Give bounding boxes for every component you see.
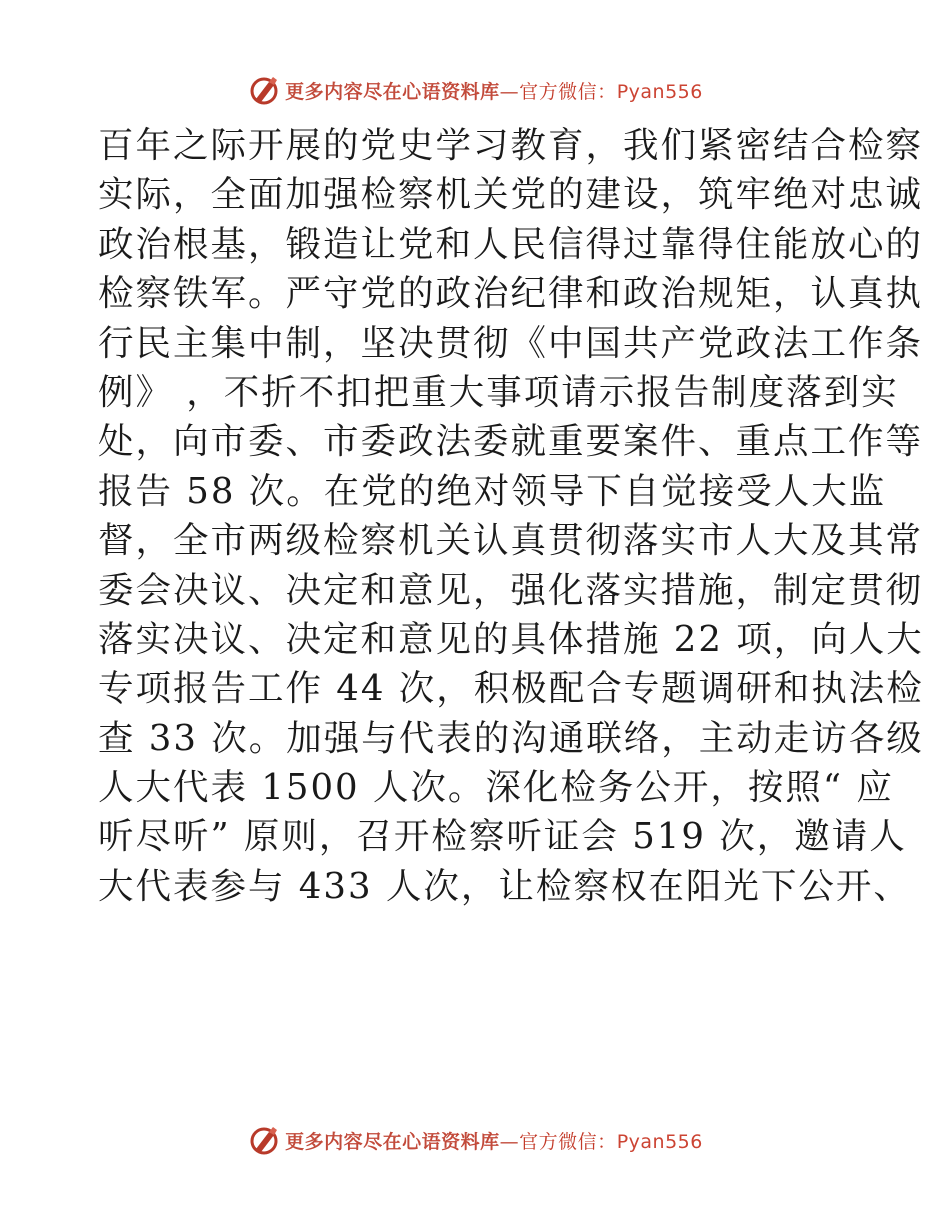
body-line: 听尽听” 原则，召开检察听证会 519 次，邀请人 (98, 816, 907, 858)
body-line: 人大代表 1500 人次。深化检务公开，按照“ 应 (98, 767, 894, 809)
body-line: 检察铁军。严守党的政治纪律和政治规矩，认真执 (98, 273, 924, 315)
pen-nib-logo-icon (247, 73, 281, 107)
footer-brand: 更多内容尽在心语资料库 (285, 1130, 500, 1153)
document-body (98, 121, 924, 911)
footer-banner-text (285, 1127, 703, 1154)
footer-label: 官方微信： (519, 1130, 617, 1153)
body-line: 处，向市委、市委政法委就重要案件、重点工作等 (98, 421, 924, 463)
header-banner (0, 70, 950, 110)
pen-nib-logo-icon (247, 1123, 281, 1157)
header-separator: — (499, 80, 520, 103)
body-line: 行民主集中制，坚决贯彻《中国共产党政法工作条 (98, 322, 924, 364)
body-line: 百年之际开展的党史学习教育，我们紧密结合检察 (98, 125, 924, 166)
body-line: 委会决议、决定和意见，强化落实措施，制定贯彻 (98, 569, 924, 611)
body-line: 报告 58 次。在党的绝对领导下自觉接受人大监 (98, 470, 887, 512)
body-line: 政治根基，锻造让党和人民信得过靠得住能放心的 (98, 223, 924, 265)
header-account: Pyan556 (616, 80, 703, 103)
header-banner-text (285, 77, 703, 104)
body-line: 督，全市两级检察机关认真贯彻落实市人大及其常 (98, 520, 924, 562)
header-label: 官方微信： (519, 80, 617, 103)
footer-separator: — (499, 1130, 520, 1153)
body-line: 落实决议、决定和意见的具体措施 22 项，向人大 (98, 618, 924, 660)
body-line: 例》 ，不折不扣把重大事项请示报告制度落到实 (98, 371, 899, 413)
footer-account: Pyan556 (616, 1130, 703, 1153)
footer-banner (0, 1120, 950, 1160)
body-line: 查 33 次。加强与代表的沟通联络，主动走访各级 (98, 717, 924, 759)
header-brand: 更多内容尽在心语资料库 (285, 80, 500, 103)
body-line: 专项报告工作 44 次，积极配合专题调研和执法检 (98, 668, 924, 710)
body-line: 实际，全面加强检察机关党的建设，筑牢绝对忠诚 (98, 174, 924, 216)
body-line: 大代表参与 433 人次，让检察权在阳光下公开、 (98, 865, 911, 907)
